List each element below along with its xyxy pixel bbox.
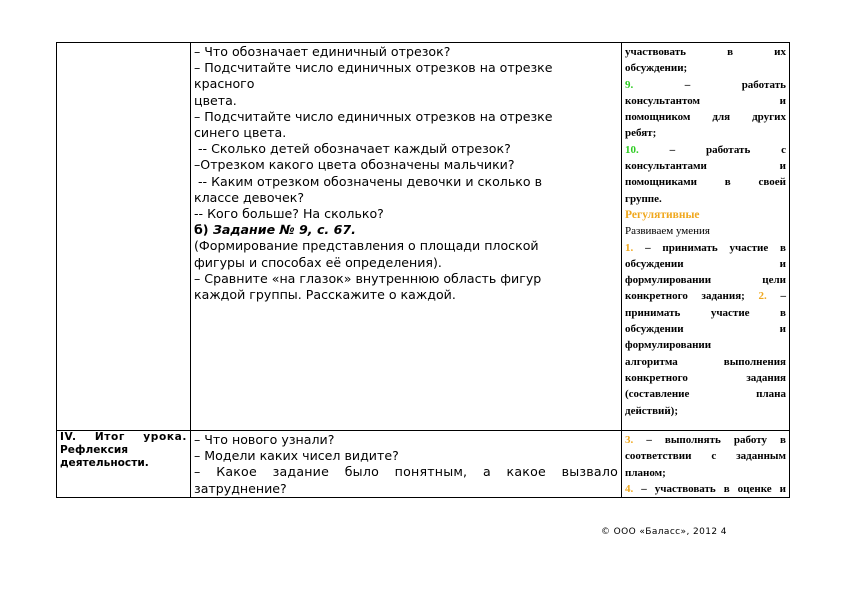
item-number: 2. bbox=[758, 290, 767, 303]
text-line: планом; bbox=[625, 466, 666, 479]
item-text: конкретного задания; bbox=[625, 290, 759, 303]
text-line: ребят; bbox=[625, 127, 657, 140]
text-line: (Формирование представления о площади плоской bbox=[194, 238, 539, 254]
stage-cell bbox=[57, 431, 191, 498]
text-line: -- Кого больше? На сколько? bbox=[194, 206, 384, 222]
text-line: консультантом и bbox=[625, 94, 786, 107]
text-line: формулировании цели bbox=[625, 274, 786, 287]
text-line: красного bbox=[194, 76, 255, 92]
text-line bbox=[625, 77, 786, 93]
text-line bbox=[625, 240, 786, 256]
text-line: – Какое задание было понятным, а какое вызвало bbox=[194, 464, 618, 480]
item-text: – выполнять работу в bbox=[633, 434, 786, 446]
item-text: – участвовать в оценке и bbox=[633, 482, 786, 495]
text-line: – Подсчитайте число единичных отрезков на отрезке bbox=[194, 60, 553, 76]
text-line: фигуры и способах её определения). bbox=[194, 254, 442, 270]
skills-cell bbox=[622, 43, 790, 431]
text-line: соответствии с заданным bbox=[625, 450, 786, 463]
item-number: 10. bbox=[625, 143, 639, 156]
text-line: цвета. bbox=[194, 92, 237, 108]
text-line bbox=[625, 481, 786, 497]
text-line: каждой группы. Расскажите о каждой. bbox=[194, 287, 456, 303]
text-line: принимать участие в bbox=[625, 306, 786, 319]
activity-cell bbox=[191, 431, 622, 498]
table-row bbox=[57, 43, 790, 431]
page-footer: © ООО «Баласс», 2012 4 bbox=[601, 527, 727, 537]
text-line bbox=[625, 432, 786, 448]
text-line: конкретного задания bbox=[625, 371, 786, 384]
text-line: (составление плана bbox=[625, 388, 786, 401]
text-line: -- Каким отрезком обозначены девочки и сколько в bbox=[194, 173, 542, 189]
task-prefix: б) bbox=[194, 222, 213, 238]
text-line: затруднение? bbox=[194, 480, 287, 496]
text-line: – Модели каких чисел видите? bbox=[194, 448, 399, 464]
text-line: алгоритма выполнения bbox=[625, 355, 786, 368]
lesson-table bbox=[56, 42, 790, 498]
text-line: обсуждении и bbox=[625, 323, 786, 336]
text-line: действий); bbox=[625, 404, 679, 417]
stage-title: Рефлексия bbox=[60, 444, 129, 456]
table-row bbox=[57, 431, 790, 498]
text-line: консультантами и bbox=[625, 160, 786, 173]
text-line: участвовать в их bbox=[625, 46, 786, 58]
stage-cell bbox=[57, 43, 191, 431]
text-line: обсуждении; bbox=[625, 62, 688, 75]
item-number: 9. bbox=[625, 78, 634, 91]
text-line bbox=[625, 288, 786, 304]
activity-cell bbox=[191, 43, 622, 431]
text-line: классе девочек? bbox=[194, 189, 305, 205]
stage-title: IV. Итог урока. bbox=[60, 431, 187, 443]
text-line: – Подсчитайте число единичных отрезков на отрезке bbox=[194, 108, 553, 124]
item-text: – работать bbox=[633, 78, 786, 91]
text-line: группе. bbox=[625, 192, 662, 205]
text-line: помощником для других bbox=[625, 111, 786, 124]
text-line bbox=[625, 142, 786, 158]
section-heading: Регулятивные bbox=[625, 208, 700, 221]
task-title: Задание № 9, с. 67. bbox=[212, 222, 356, 238]
text-line: – Что обозначает единичный отрезок? bbox=[194, 44, 451, 59]
task-heading bbox=[194, 222, 618, 238]
item-text: – bbox=[766, 290, 787, 303]
text-line: – Сравните «на глазок» внутреннюю область фигур bbox=[194, 270, 542, 286]
text-line: – Что нового узнали? bbox=[194, 432, 335, 447]
skills-cell bbox=[622, 431, 790, 498]
text-line: –Отрезком какого цвета обозначены мальчики? bbox=[194, 157, 515, 173]
text-line: -- Сколько детей обозначает каждый отрезок? bbox=[194, 141, 511, 157]
item-number: 1. bbox=[625, 241, 634, 254]
text-line: обсуждении и bbox=[625, 257, 786, 270]
section-subheading: Развиваем умения bbox=[625, 225, 710, 238]
text-line: помощниками в своей bbox=[625, 176, 786, 189]
stage-title: деятельности. bbox=[60, 457, 149, 469]
item-number: 3. bbox=[625, 434, 634, 446]
text-line: синего цвета. bbox=[194, 125, 287, 141]
item-number: 4. bbox=[625, 482, 634, 495]
text-line: формулировании bbox=[625, 339, 712, 352]
item-text: – принимать участие в bbox=[633, 241, 786, 254]
item-text: – работать с bbox=[638, 143, 786, 156]
